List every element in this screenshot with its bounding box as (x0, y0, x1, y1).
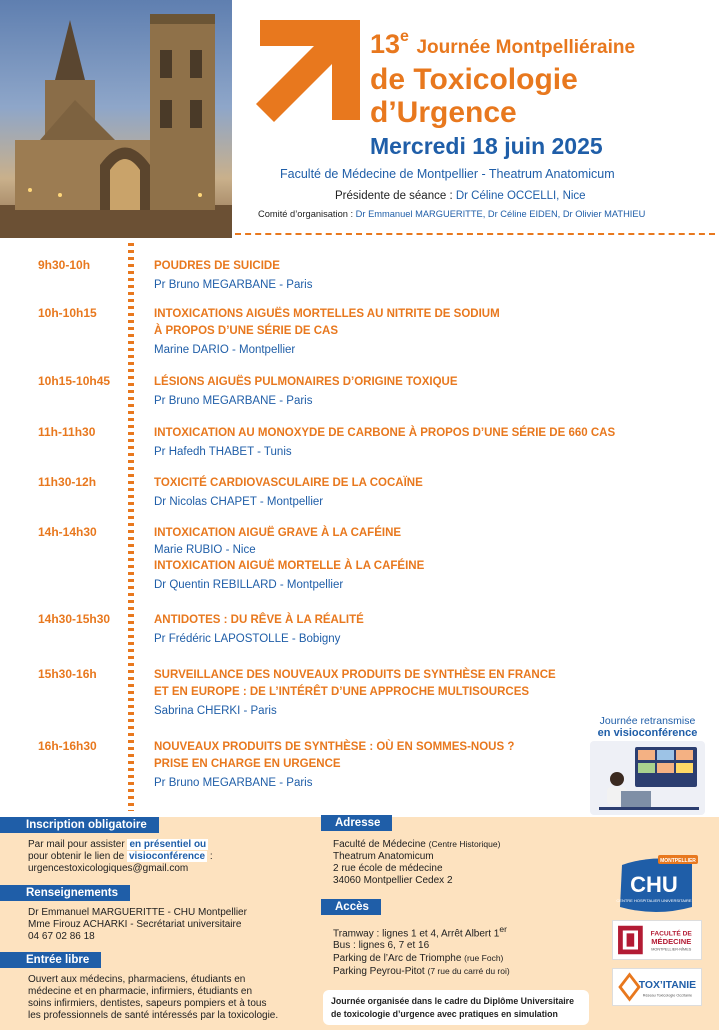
talk-speaker: Pr Hafedh THABET - Tunis (154, 446, 292, 458)
adresse-text (333, 838, 500, 887)
cathedral-photo (0, 0, 232, 238)
slot-time: 9h30-10h (38, 258, 91, 272)
slot-time: 16h-16h30 (38, 739, 97, 753)
acces-tag: Accès (321, 899, 381, 915)
talk-title: SURVEILLANCE DES NOUVEAUX PRODUITS DE SYNTHÈSE EN FRANCE (154, 669, 556, 681)
event-title (370, 22, 715, 129)
inscription-line1a: Par mail pour assister (28, 839, 128, 850)
talk-speaker: Dr Nicolas CHAPET - Montpellier (154, 496, 324, 508)
talk-speaker: Marine DARIO - Montpellier (154, 344, 296, 356)
fac-line3: MONTPELLIER-NÎMES (651, 947, 692, 952)
entree-tag: Entrée libre (0, 952, 101, 968)
chu-top-text: MONTPELLIER (660, 858, 696, 864)
acces-line4b: (7 rue du carré du roi) (427, 966, 510, 977)
talk-speaker: Pr Bruno MEGARBANE - Paris (154, 395, 313, 407)
talk-title: INTOXICATIONS AIGUËS MORTELLES AU NITRITE DE SODIUM (154, 308, 500, 320)
talk-title: NOUVEAUX PRODUITS DE SYNTHÈSE : OÙ EN SOMMES-NOUS ? (154, 741, 515, 753)
timeline-dashes (128, 243, 134, 811)
slot-time: 14h-14h30 (38, 525, 97, 539)
slot-time: 10h15-10h45 (38, 374, 111, 388)
adresse-line2: Theatrum Anatomicum (333, 851, 434, 862)
fac-line1: FACULTÉ DE (650, 930, 692, 938)
title-line2: de Toxicologie (370, 63, 578, 96)
talk-title: INTOXICATION AIGUË GRAVE À LA CAFÉINE (154, 527, 402, 539)
du-line2: de toxicologie d’urgence avec pratiques en simulation (331, 1009, 558, 1019)
talk-title: PRISE EN CHARGE EN URGENCE (154, 758, 341, 770)
renseignements-tag: Renseignements (0, 885, 130, 901)
videoconference-illustration (585, 739, 710, 819)
divider (235, 233, 715, 235)
event-venue: Faculté de Médecine de Montpellier - Theatrum Anatomicum (280, 167, 615, 181)
adresse-line3: 2 rue école de médecine (333, 863, 443, 874)
talk-speaker: Pr Bruno MEGARBANE - Paris (154, 777, 313, 789)
session-president (335, 190, 586, 202)
toxi-main-text: TOX’ITANIE (638, 979, 697, 991)
adresse-tag: Adresse (321, 815, 392, 831)
talk-title: LÉSIONS AIGUËS PULMONAIRES D’ORIGINE TOXIQUE (154, 376, 458, 388)
entree-line2: médecine et en pharmacie, infirmiers, étudiants en (28, 986, 253, 997)
visio-notice (585, 715, 710, 825)
slot-time: 11h30-12h (38, 475, 97, 489)
entree-line3: soins infirmiers, dentistes, sapeurs pompiers et à tous (28, 998, 267, 1009)
edition-number: 13 (370, 29, 401, 59)
entree-line4: les professionnels de santé intéressés par la toxicologie. (28, 1010, 279, 1021)
talk-speaker: Dr Quentin REBILLARD - Montpellier (154, 579, 344, 591)
talk-title: INTOXICATION AIGUË MORTELLE À LA CAFÉINE (154, 560, 425, 572)
toxitanie-logo (612, 968, 702, 1006)
acces-line1-sup: er (499, 924, 507, 934)
inscription-email[interactable]: urgencestoxicologiques@gmail.com (28, 863, 189, 874)
inscription-line2b: visioconférence (128, 851, 206, 862)
inscription-text (28, 839, 213, 875)
renseignements-phone: 04 67 02 86 18 (28, 931, 95, 942)
acces-line3b: (rue Foch) (464, 953, 504, 964)
talk-speaker: Sabrina CHERKI - Paris (154, 705, 277, 717)
talk-title: INTOXICATION AU MONOXYDE DE CARBONE À PROPOS D’UNE SÉRIE DE 660 CAS (154, 427, 616, 439)
president-label: Présidente de séance : (335, 190, 456, 202)
du-notice (323, 990, 589, 1025)
talk-title: ET EN EUROPE : DE L’INTÉRÊT D’UNE APPROCHE MULTISOURCES (154, 686, 530, 698)
title-line3: d’Urgence (370, 96, 517, 129)
title-line1: Journée Montpelliéraine (416, 37, 636, 58)
talk-speaker: Pr Bruno MEGARBANE - Paris (154, 279, 313, 291)
acces-line2: Bus : lignes 6, 7 et 16 (333, 940, 430, 952)
entree-text (28, 974, 290, 1022)
committee-value: Dr Emmanuel MARGUERITTE, Dr Céline EIDEN, Dr Olivier MATHIEU (355, 209, 646, 219)
slot-time: 11h-11h30 (38, 425, 96, 439)
orange-arrow-logo (252, 20, 360, 128)
talk-speaker: Pr Frédéric LAPOSTOLLE - Bobigny (154, 633, 341, 645)
chu-sub-text: CENTRE HOSPITALIER UNIVERSITAIRE (616, 898, 692, 903)
chu-logo (612, 855, 700, 915)
renseignements-text (28, 907, 247, 943)
adresse-line1a: Faculté de Médecine (333, 839, 429, 850)
slot-time: 14h30-15h30 (38, 612, 111, 626)
committee-label: Comité d’organisation : (258, 209, 356, 219)
adresse-line4: 34060 Montpellier Cedex 2 (333, 875, 453, 886)
inscription-line2c: : (207, 851, 213, 862)
du-line1: Journée organisée dans le cadre du Diplôme Universitaire (331, 996, 574, 1006)
toxi-sub-text: Réseau Toxicologie Occitanie (642, 993, 693, 998)
fac-line2: MÉDECINE (651, 936, 692, 946)
visio-line1: Journée retransmise (599, 715, 696, 727)
visio-line2: en visioconférence (597, 727, 698, 739)
president-value: Dr Céline OCCELLI, Nice (455, 190, 586, 202)
slot-time: 10h-10h15 (38, 306, 97, 320)
event-date: Mercredi 18 juin 2025 (370, 133, 603, 159)
renseignements-line1: Dr Emmanuel MARGUERITTE - CHU Montpellier (28, 907, 247, 918)
talk-speaker: Marie RUBIO - Nice (154, 544, 256, 556)
organizing-committee (258, 209, 645, 219)
inscription-line2a: pour obtenir le lien de (28, 851, 127, 862)
acces-line1: Tramway : lignes 1 et 4, Arrêt Albert 1 (333, 928, 500, 940)
talk-title: À PROPOS D’UNE SÉRIE DE CAS (154, 325, 339, 337)
inscription-tag: Inscription obligatoire (0, 817, 159, 833)
talk-title: POUDRES DE SUICIDE (154, 260, 280, 272)
slot-time: 15h30-16h (38, 667, 97, 681)
acces-text (333, 923, 510, 978)
renseignements-line2: Mme Firouz ACHARKI - Secrétariat universitaire (28, 919, 242, 930)
entree-line1: Ouvert aux médecins, pharmaciens, étudiants en (28, 974, 246, 985)
talk-title: TOXICITÉ CARDIOVASCULAIRE DE LA COCAÏNE (154, 477, 423, 489)
inscription-line1b: en présentiel ou (129, 839, 207, 850)
edition-suffix: e (400, 28, 409, 45)
adresse-line1b: (Centre Historique) (428, 839, 501, 849)
acces-line4a: Parking Peyrou-Pitot (333, 966, 428, 978)
faculte-medecine-logo (612, 920, 702, 960)
chu-main-text: CHU (630, 872, 678, 897)
talk-title: ANTIDOTES : DU RÊVE À LA RÉALITÉ (154, 614, 364, 626)
acces-line3a: Parking de l’Arc de Triomphe (333, 953, 465, 965)
